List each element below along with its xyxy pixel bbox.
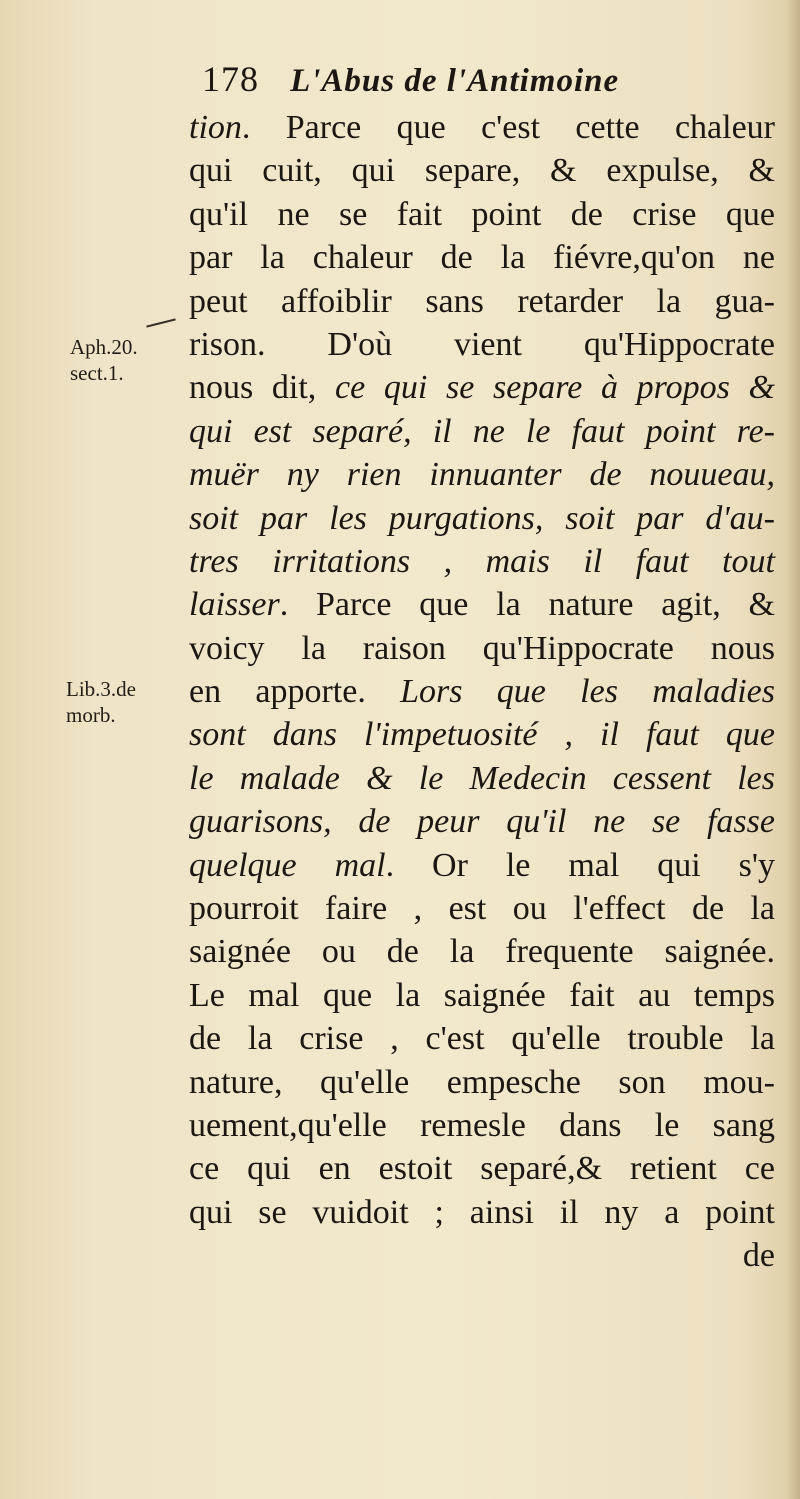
text-line	[189, 323, 775, 366]
text-line	[189, 366, 775, 409]
marginal-note-book-reference	[66, 676, 136, 728]
italic-text-segment: sont dans l'impetuosité , il faut que	[189, 716, 775, 754]
text-line	[189, 1191, 775, 1234]
italic-text-segment: guarisons, de peur qu'il ne se fasse	[189, 803, 775, 841]
marginal-note-line: Lib.3.de	[66, 677, 136, 701]
text-line	[189, 280, 775, 323]
italic-text-segment: le malade & le Medecin cessent les	[189, 759, 775, 797]
marginal-note-line: Aph.20.	[70, 335, 138, 359]
text-line	[189, 844, 775, 887]
text-segment: . Or le mal qui s'y	[385, 846, 775, 884]
text-segment: qui cuit, qui separe, & expulse, &	[189, 152, 775, 190]
text-segment: . Parce que la nature agit, &	[279, 586, 775, 624]
text-line	[189, 670, 775, 713]
text-line	[189, 1104, 775, 1147]
margin-dash-mark	[146, 318, 176, 327]
italic-text-segment: qui est separé, il ne le faut point re-	[189, 412, 775, 450]
page-number: 178	[202, 59, 259, 99]
text-line	[189, 1147, 775, 1190]
italic-text-segment: tres irritations , mais il faut tout	[189, 542, 775, 580]
italic-text-segment: ce qui se separe à propos &	[334, 369, 776, 407]
text-line	[189, 800, 775, 843]
text-segment: uement,qu'elle remesle dans le sang	[189, 1106, 775, 1144]
running-title: L'Abus de l'Antimoine	[290, 63, 620, 99]
text-line	[189, 236, 775, 279]
marginal-note-aphorism	[70, 334, 138, 386]
text-line	[189, 974, 775, 1017]
text-line	[189, 106, 775, 149]
catchword: de	[742, 1237, 775, 1275]
text-segment: voicy la raison qu'Hippocrate nous	[189, 629, 775, 667]
text-line	[189, 930, 775, 973]
text-line	[189, 193, 775, 236]
text-line	[189, 1017, 775, 1060]
text-line	[189, 410, 775, 453]
text-segment: qui se vuidoit ; ainsi il ny a point	[189, 1193, 775, 1231]
text-segment: nature, qu'elle empesche son mou-	[189, 1063, 775, 1101]
italic-text-segment: laisser	[189, 586, 280, 624]
italic-text-segment: tion	[189, 109, 242, 146]
text-segment: en apporte.	[189, 673, 401, 711]
text-line	[189, 713, 775, 756]
page-edge-shadow	[786, 0, 800, 1499]
text-segment: rison. D'où vient qu'Hippocrate	[189, 325, 775, 363]
text-line	[189, 1061, 775, 1104]
italic-text-segment: Lors que les maladies	[400, 673, 775, 711]
page-header	[202, 58, 762, 108]
italic-text-segment: quelque mal	[189, 846, 386, 884]
text-segment: Le mal que la saignée fait au temps	[189, 976, 775, 1014]
text-segment: peut affoiblir sans retarder la gua-	[189, 282, 775, 320]
text-segment: . Parce que c'est cette chaleur	[241, 109, 775, 146]
italic-text-segment: muër ny rien innuanter de nouueau,	[189, 456, 775, 494]
text-line	[189, 453, 775, 496]
marginal-note-line: sect.1.	[70, 361, 124, 385]
text-line	[189, 627, 775, 670]
marginal-note-line: morb.	[66, 703, 116, 727]
text-line	[189, 149, 775, 192]
text-segment: par la chaleur de la fiévre,qu'on ne	[189, 239, 775, 277]
text-line	[189, 540, 775, 583]
text-segment: nous dit,	[189, 369, 335, 407]
text-segment: ce qui en estoit separé,& retient ce	[189, 1150, 775, 1188]
text-line	[189, 887, 775, 930]
text-body	[189, 106, 775, 1278]
text-line	[189, 757, 775, 800]
text-segment: pourroit faire , est ou l'effect de la	[189, 890, 775, 928]
text-line	[189, 583, 775, 626]
text-segment: saignée ou de la frequente saignée.	[189, 933, 775, 971]
text-segment: qu'il ne se fait point de crise que	[189, 195, 775, 233]
text-segment: de la crise , c'est qu'elle trouble la	[189, 1020, 775, 1058]
italic-text-segment: soit par les purgations, soit par d'au-	[189, 499, 775, 537]
text-line	[189, 497, 775, 540]
